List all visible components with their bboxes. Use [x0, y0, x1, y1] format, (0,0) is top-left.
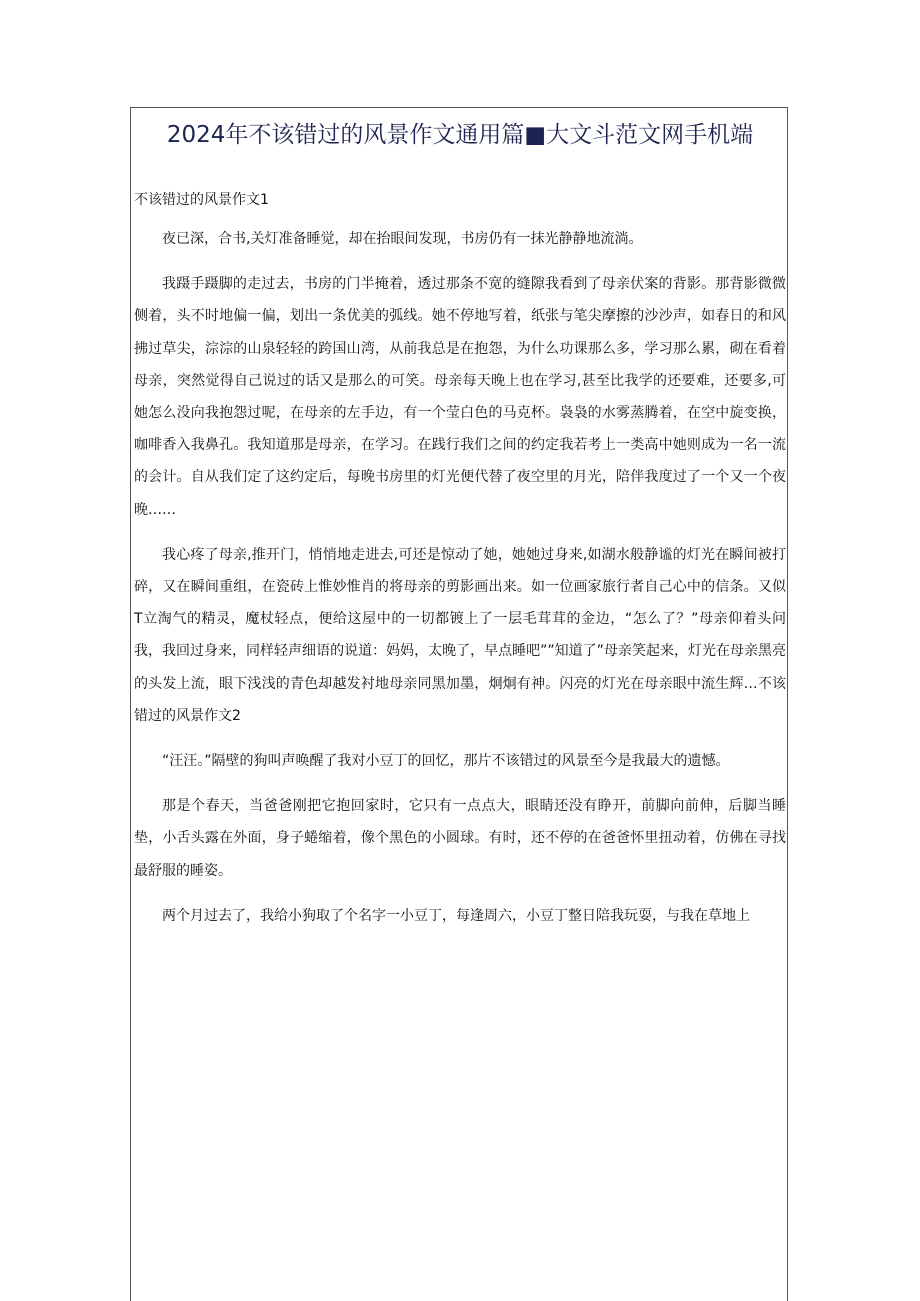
paragraph: 夜已深，合书,关灯准备睡觉，却在抬眼间发现，书房仍有一抹光静静地流淌。	[162, 231, 643, 247]
paragraph: “汪汪。”隔壁的狗叫声唤醒了我对小豆丁的回忆，那片不该错过的风景至今是我最大的遗憾。	[162, 753, 730, 770]
document-page	[130, 107, 788, 1301]
document-title: 2024年不该错过的风景作文通用篇■大文斗范文网手机端	[166, 122, 754, 148]
section-heading: 不该错过的风景作文1	[134, 192, 269, 208]
article-body	[134, 223, 786, 945]
paragraph: 两个月过去了，我给小狗取了个名字一小豆丁，每逢周六，小豆丁整日陪我玩耍，与我在草地上	[162, 907, 750, 924]
paragraph: 我心疼了母亲,推开门，悄悄地走进去,可还是惊动了她，她她过身来,如湖水般静谧的灯光在瞬间被打碎，又在瞬间重组，在瓷砖上惟妙惟肖的将母亲的剪影画出来。如一位画家旅行者自己心中的信条。又似T立淘气的精灵，魔杖轻点，便给这屋中的一切都镀上了一层毛茸茸的金边，“怎么了？”母亲仰着头问我，我回过身来，同样轻声细语的说道：妈妈，太晚了，早点睡吧””知道了”母亲笑起来，灯光在母亲黑亮的头发上流，眼下浅浅的青色却越发衬地母亲同黑加墨，炯炯有神。闪亮的灯光在母亲眼中流生辉…不该错过的风景作文2	[134, 546, 786, 724]
paragraph: 那是个春天，当爸爸刚把它抱回家时，它只有一点点大，眼睛还没有睁开，前脚向前伸，后脚当睡垫，小舌头露在外面，身子蜷缩着，像个黑色的小圆球。有时，还不停的在爸爸怀里扭动着，仿佛在寻找最舒服的睡姿。	[134, 798, 786, 879]
paragraph: 我蹑手蹑脚的走过去，书房的门半掩着，透过那条不宽的缝隙我看到了母亲伏案的背影。那背影微微侧着，头不时地偏一偏，划出一条优美的弧线。她不停地写着，纸张与笔尖摩擦的沙沙声，如春日的和风拂过草尖，淙淙的山泉轻轻的跨国山湾，从前我总是在抱怨，为什么功课那么多，学习那么累，砌在看着母亲，突然觉得自己说过的话又是那么的可笑。母亲每天晚上也在学习,甚至比我学的还要难，还要多,可她怎么没向我抱怨过呢，在母亲的左手边，有一个莹白色的马克杯。袅袅的水雾蒸腾着，在空中旋变换，咖啡香入我鼻孔。我知道那是母亲，在学习。在践行我们之间的约定我若考上一类高中她则成为一名一流的会计。自从我们定了这约定后，每晚书房里的灯光便代替了夜空里的月光，陪伴我度过了一个又一个夜晚……	[134, 276, 786, 518]
